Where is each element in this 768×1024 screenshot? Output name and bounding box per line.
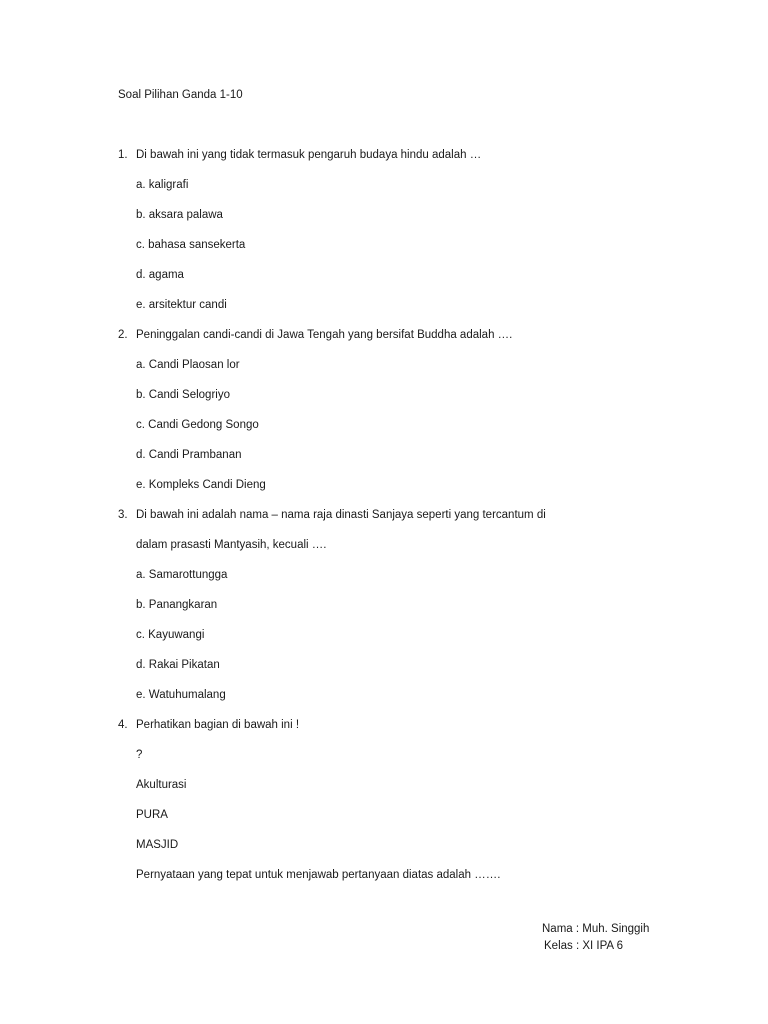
question-text: Di bawah ini adalah nama – nama raja dinasti Sanjaya seperti yang tercantum di [136,509,546,521]
question-number: 1. [118,149,128,161]
diagram-item-akulturasi: Akulturasi [136,779,187,791]
question-text: Di bawah ini yang tidak termasuk pengaruh budaya hindu adalah … [136,149,482,161]
diagram-item-question-mark: ? [136,749,143,761]
option-e: e. Watuhumalang [136,689,226,701]
question-text: Peninggalan candi-candi di Jawa Tengah yang bersifat Buddha adalah …. [136,329,513,341]
option-c: c. Candi Gedong Songo [136,419,259,431]
option-c: c. bahasa sansekerta [136,239,246,251]
option-a: a. kaligrafi [136,179,189,191]
option-d: d. Rakai Pikatan [136,659,220,671]
option-d: d. agama [136,269,184,281]
option-c: c. Kayuwangi [136,629,205,641]
student-name: Nama : Muh. Singgih [542,923,650,935]
option-a: a. Samarottungga [136,569,228,581]
question-number: 3. [118,509,128,521]
option-b: b. aksara palawa [136,209,223,221]
option-a: a. Candi Plaosan lor [136,359,240,371]
student-class: Kelas : XI IPA 6 [544,940,624,952]
question-number: 4. [118,719,128,731]
diagram-item-masjid: MASJID [136,839,179,851]
diagram-item-pura: PURA [136,809,168,821]
option-e: e. arsitektur candi [136,299,227,311]
option-b: b. Candi Selogriyo [136,389,230,401]
question-text: Perhatikan bagian di bawah ini ! [136,719,300,731]
question-prompt: Pernyataan yang tepat untuk menjawab pertanyaan diatas adalah ……. [136,869,501,881]
document-title: Soal Pilihan Ganda 1-10 [118,89,243,101]
option-e: e. Kompleks Candi Dieng [136,479,266,491]
question-text-continued: dalam prasasti Mantyasih, kecuali …. [136,539,327,551]
option-d: d. Candi Prambanan [136,449,242,461]
option-b: b. Panangkaran [136,599,218,611]
question-number: 2. [118,329,128,341]
